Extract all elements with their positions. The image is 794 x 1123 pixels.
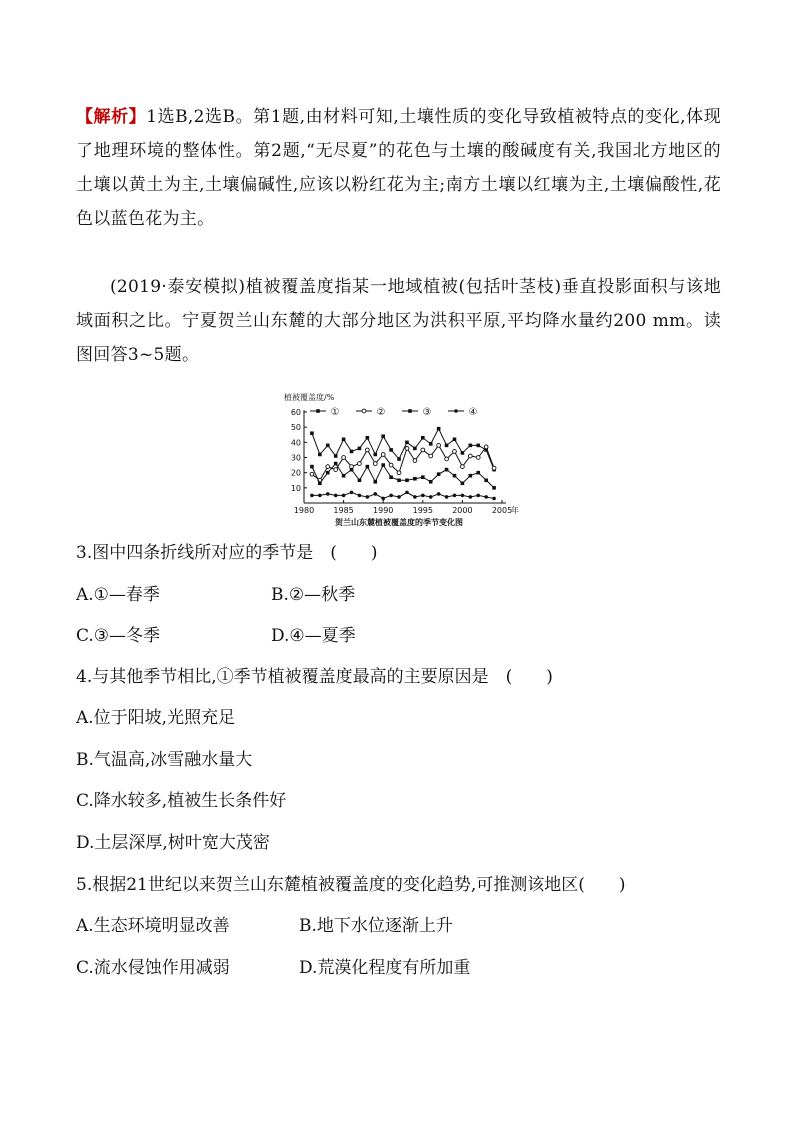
series-2-point — [453, 450, 457, 454]
series-3-point — [476, 471, 480, 475]
analysis-paragraph — [76, 100, 721, 236]
x-tick-label: 1980 — [293, 506, 315, 515]
analysis-text: 1选B,2选B。第1题,由材料可知,土壤性质的变化导致植被特点的变化,体现了地理环境的整体性。第2题,“无尽夏”的花色与土壤的酸碱度有关,我国北方地区的土壤以黄土为主,土壤偏碱性,应该以粉红花为主;南方土壤以红壤为主,土壤偏酸性,花色以蓝色花为主。 — [76, 107, 721, 229]
series-1-point — [405, 441, 409, 445]
series-4-point — [342, 494, 346, 498]
q5-option-c: C.流水侵蚀作用减弱 — [76, 958, 230, 978]
x-tick-label: 2000 — [452, 506, 473, 515]
series-3-point — [405, 478, 409, 482]
series-4-point — [334, 494, 338, 498]
series-4-point — [437, 492, 441, 496]
q5-stem: 5.根据21世纪以来贺兰山东麓植被覆盖度的变化趋势,可推测该地区( ) — [76, 875, 626, 895]
series-1-point — [318, 453, 322, 457]
series-2-point — [326, 465, 330, 469]
series-2-point — [342, 456, 346, 460]
series-2-point — [413, 459, 417, 463]
q3-stem: 3.图中四条折线所对应的季节是 ( ) — [76, 543, 378, 563]
series-line-3 — [312, 464, 494, 488]
series-3-point — [326, 471, 330, 475]
intro-paragraph: (2019·泰安模拟)植被覆盖度指某一地域植被(包括叶茎枝)垂直投影面积与该地域面积之比。宁夏贺兰山东麓的大部分地区为洪积平原,平均降水量约200 mm。读图回答3~5题。 — [76, 277, 721, 365]
series-4-point — [429, 495, 433, 499]
series-1-point — [476, 444, 480, 448]
series-2-point — [429, 454, 433, 458]
y-tick-label: 40 — [290, 438, 301, 448]
y-tick-label: 20 — [290, 468, 301, 478]
series-3-point — [358, 478, 362, 482]
series-2-point — [389, 463, 393, 467]
series-3-point — [429, 480, 433, 484]
series-3-point — [389, 475, 393, 479]
x-tick-label: 1995 — [412, 506, 433, 515]
series-2-point — [437, 443, 441, 447]
legend-marker — [408, 409, 412, 413]
series-4-point — [350, 491, 354, 495]
x-tick-label: 1990 — [373, 506, 394, 515]
series-3-point — [350, 468, 354, 472]
series-1-point — [397, 457, 401, 461]
series-3-point — [381, 463, 385, 467]
chart-figure — [262, 392, 532, 527]
series-1-point — [469, 444, 473, 448]
series-4-point — [405, 491, 409, 495]
series-4-point — [484, 495, 488, 499]
legend-label: ③ — [422, 407, 432, 418]
series-1-point — [350, 450, 354, 454]
series-3-point — [445, 468, 449, 472]
y-tick-label: 50 — [290, 423, 301, 433]
series-4-point — [453, 494, 457, 498]
series-3-point — [461, 481, 465, 485]
series-2-point — [381, 453, 385, 457]
q4-stem: 4.与其他季节相比,①季节植被覆盖度最高的主要原因是 ( ) — [76, 667, 553, 687]
series-1-point — [413, 447, 417, 451]
series-2-point — [365, 448, 369, 452]
series-4-point — [381, 497, 385, 501]
series-3-point — [453, 474, 457, 478]
series-1-point — [437, 427, 441, 431]
legend-label: ① — [330, 407, 340, 418]
series-4-point — [492, 497, 496, 501]
series-2-point — [484, 445, 488, 449]
series-1-point — [373, 453, 377, 457]
series-4-point — [318, 494, 322, 498]
series-1-point — [389, 448, 393, 452]
series-4-point — [476, 494, 480, 498]
series-3-point — [366, 465, 370, 469]
series-3-point — [421, 475, 425, 479]
series-4-point — [326, 492, 330, 496]
series-1-point — [366, 436, 370, 440]
series-4-point — [366, 495, 370, 499]
series-2-point — [421, 448, 425, 452]
series-2-point — [476, 456, 480, 460]
q4-option-a: A.位于阳坡,光照充足 — [76, 708, 236, 728]
legend-marker — [454, 409, 458, 413]
x-axis-label: 年 — [511, 506, 519, 515]
series-2-point — [397, 471, 401, 475]
series-2-point — [461, 465, 465, 469]
x-tick-label: 2005 — [491, 506, 513, 515]
series-2-point — [405, 447, 409, 451]
series-1-point — [326, 444, 330, 448]
legend-label: ② — [376, 407, 386, 418]
series-1-point — [429, 442, 433, 446]
series-3-point — [469, 474, 473, 478]
series-3-point — [342, 474, 346, 478]
legend-marker — [362, 409, 366, 413]
series-3-point — [397, 478, 401, 482]
series-2-point — [358, 462, 362, 466]
series-4-point — [373, 492, 377, 496]
y-axis-label: 植被覆盖度/% — [284, 393, 335, 402]
series-line-4 — [312, 492, 494, 498]
q4-option-c: C.降水较多,植被生长条件好 — [76, 791, 287, 811]
series-2-point — [468, 454, 472, 458]
legend-marker — [316, 409, 320, 413]
series-2-point — [445, 457, 449, 461]
line-chart — [262, 392, 532, 531]
q5-option-d: D.荒漠化程度有所加重 — [299, 958, 471, 978]
series-3-point — [310, 465, 314, 469]
y-tick-label: 30 — [290, 453, 301, 463]
series-3-point — [413, 477, 417, 481]
series-1-point — [334, 454, 338, 458]
series-4-point — [358, 494, 362, 498]
series-3-point — [318, 481, 322, 485]
chart-svg — [262, 392, 532, 527]
series-2-point — [334, 468, 338, 472]
series-1-point — [421, 436, 425, 440]
q3-option-a: A.①—春季 — [76, 585, 160, 605]
series-1-point — [342, 438, 346, 442]
series-1-point — [453, 438, 457, 442]
series-3-point — [437, 472, 441, 476]
q4-option-b: B.气温高,冰雪融水量大 — [76, 750, 253, 770]
x-tick-label: 1985 — [333, 506, 354, 515]
q5-option-a: A.生态环境明显改善 — [76, 916, 230, 936]
series-2-point — [310, 472, 314, 476]
y-tick-label: 60 — [290, 408, 301, 417]
series-4-point — [389, 494, 393, 498]
series-1-point — [358, 447, 362, 451]
series-4-point — [421, 494, 425, 498]
q3-option-b: B.②—秋季 — [271, 585, 356, 605]
series-4-point — [310, 494, 314, 498]
series-2-point — [373, 462, 377, 466]
legend-label: ④ — [468, 407, 478, 418]
series-4-point — [445, 495, 449, 499]
series-3-point — [373, 480, 377, 484]
series-2-point — [492, 466, 496, 470]
series-4-point — [469, 495, 473, 499]
series-3-point — [484, 478, 488, 482]
series-1-point — [461, 451, 465, 455]
chart-title: 贺兰山东麓植被覆盖度的季节变化图 — [335, 518, 463, 527]
series-4-point — [397, 495, 401, 499]
q3-option-c: C.③—冬季 — [76, 626, 161, 646]
series-1-point — [381, 434, 385, 438]
q3-option-d: D.④—夏季 — [271, 626, 356, 646]
series-1-point — [445, 444, 449, 448]
series-1-point — [310, 431, 314, 435]
y-tick-label: 10 — [290, 483, 301, 493]
series-4-point — [413, 495, 417, 499]
series-3-point — [334, 462, 338, 466]
analysis-tag: 【解析】 — [76, 107, 147, 127]
q4-option-d: D.土层深厚,树叶宽大茂密 — [76, 833, 270, 853]
q5-option-b: B.地下水位逐渐上升 — [299, 916, 453, 936]
series-4-point — [461, 494, 465, 498]
series-3-point — [492, 486, 496, 490]
